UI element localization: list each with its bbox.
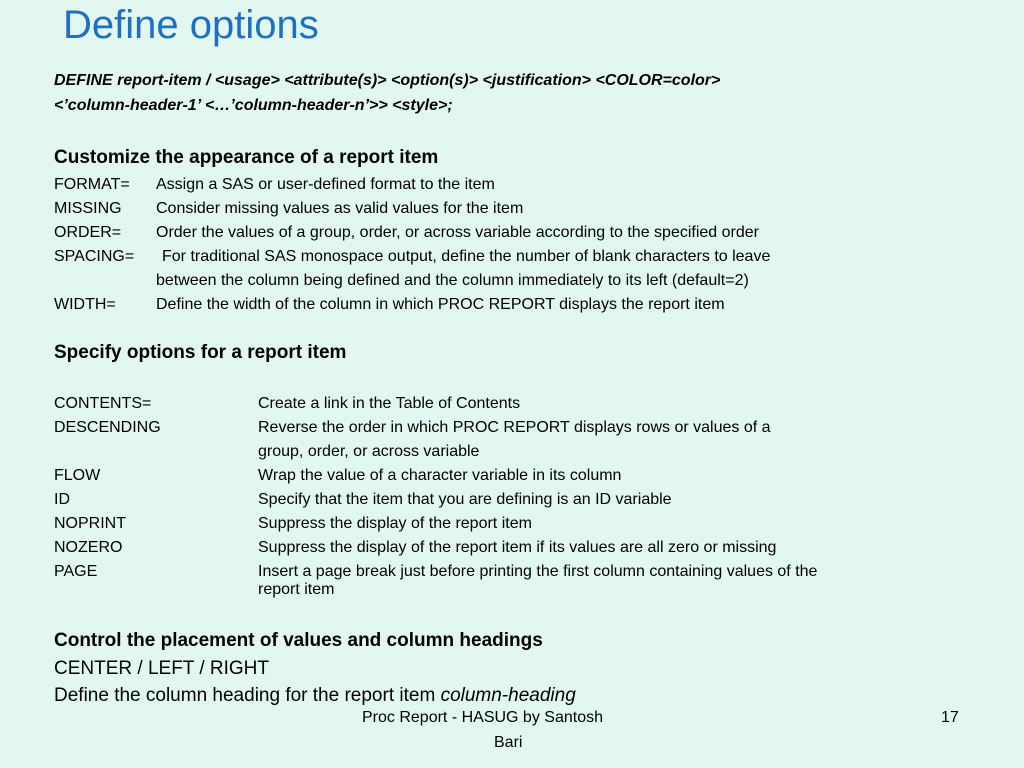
option-desc-continued: report item	[258, 581, 335, 598]
syntax-line-1: DEFINE report-item / <usage> <attribute(s)> <option(s)> <justification> <COLOR=color>	[54, 72, 721, 89]
option-key: WIDTH=	[54, 296, 116, 313]
option-key: ORDER=	[54, 224, 122, 241]
section-heading-appearance: Customize the appearance of a report item	[54, 147, 439, 168]
option-desc: Reverse the order in which PROC REPORT displays rows or values of a	[258, 419, 771, 436]
column-heading-italic: column-heading	[440, 685, 576, 706]
justification-options: CENTER / LEFT / RIGHT	[54, 658, 270, 679]
option-key: DESCENDING	[54, 419, 161, 436]
option-key: CONTENTS=	[54, 395, 152, 412]
option-desc: Specify that the item that you are defining is an ID variable	[258, 491, 672, 508]
option-desc-continued: group, order, or across variable	[258, 443, 480, 460]
option-desc: Insert a page break just before printing the first column containing values of the	[258, 563, 818, 580]
column-heading-line	[54, 685, 576, 707]
option-key: NOZERO	[54, 539, 123, 556]
section-heading-placement: Control the placement of values and column headings	[54, 630, 543, 651]
option-key: NOPRINT	[54, 515, 126, 532]
option-desc: Create a link in the Table of Contents	[258, 395, 521, 412]
option-desc-continued: between the column being defined and the column immediately to its left (default=2)	[156, 272, 749, 289]
option-key: PAGE	[54, 563, 98, 580]
option-desc: Wrap the value of a character variable in its column	[258, 467, 622, 484]
option-desc: Order the values of a group, order, or across variable according to the specified order	[156, 224, 759, 241]
column-heading-text: Define the column heading for the report item	[54, 685, 441, 706]
option-desc: Define the width of the column in which PROC REPORT displays the report item	[156, 296, 725, 313]
option-desc: Suppress the display of the report item if its values are all zero or missing	[258, 539, 777, 556]
option-key: FLOW	[54, 467, 101, 484]
option-desc: Suppress the display of the report item	[258, 515, 532, 532]
option-key: SPACING=	[54, 248, 135, 265]
option-key: FORMAT=	[54, 176, 130, 193]
footer-title-continued: Bari	[494, 734, 523, 751]
option-desc: Consider missing values as valid values for the item	[156, 200, 524, 217]
option-key: MISSING	[54, 200, 122, 217]
syntax-line-2: <’column-header-1’ <…’column-header-n’>> <style>;	[54, 97, 453, 114]
option-key: ID	[54, 491, 70, 508]
footer-title: Proc Report - HASUG by Santosh	[362, 709, 603, 726]
section-heading-options: Specify options for a report item	[54, 342, 347, 363]
option-desc: For traditional SAS monospace output, define the number of blank characters to leave	[162, 248, 771, 265]
slide-title: Define options	[63, 3, 319, 47]
option-desc: Assign a SAS or user-defined format to the item	[156, 176, 495, 193]
page-number: 17	[941, 709, 959, 726]
